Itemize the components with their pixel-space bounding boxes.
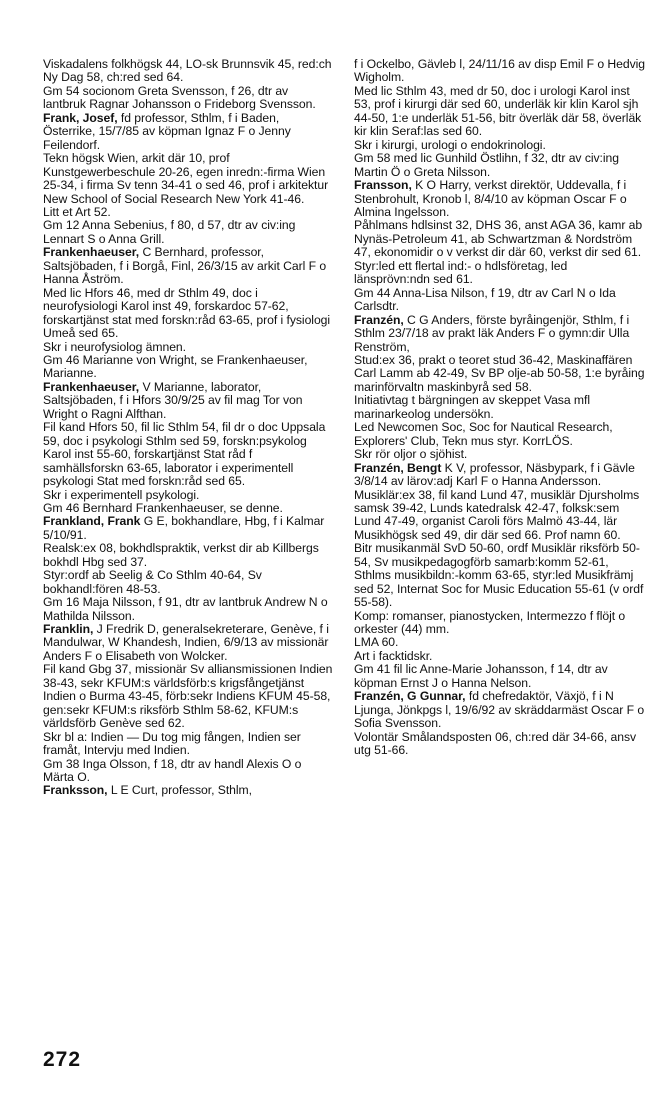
biography-entry	[354, 462, 646, 691]
entry-text: Gm 16 Maja Nilsson, f 91, dtr av lantbruk Andrew N o Mathilda Nilsson.	[43, 595, 328, 623]
entry-text: fd chefredaktör, Växjö, f i N Ljunga, Jönkpgs l, 19/6/92 av skräddarmäst Oscar F o Sofia Svensson.	[354, 689, 645, 731]
entry-paragraph	[354, 663, 646, 690]
entry-headword: Fransson,	[354, 178, 412, 193]
left-column	[43, 58, 333, 798]
entry-text: Skr i kirurgi, urologi o endokrinologi.	[354, 137, 546, 152]
entry-paragraph	[43, 502, 333, 515]
entry-text: Fil kand Hfors 50, fil lic Sthlm 54, fil dr o doc Uppsala 59, doc i psykologi Sthlm sed 59, forskn:psykolog Karol inst 55-60, forskartjänst Stat råd f samhällsforskn 63-65, laborator i experimentell psykologi Stat med forskn:råd sed 65.	[43, 420, 326, 489]
entry-paragraph	[354, 260, 646, 287]
page-number: 272	[43, 1048, 82, 1071]
entry-text: Stud:ex 36, prakt o teoret stud 36-42, Maskinaffären Carl Lamm ab 42-49, Sv BP olje-ab 50-58, 1:e byråing marinförvaltn maskinbyrå sed 58.	[354, 352, 645, 394]
entry-paragraph	[43, 112, 333, 152]
entry-text: Påhlmans hdlsinst 32, DHS 36, anst AGA 36, kamr ab Nynäs-Petroleum 41, ab Schwartzman & Nordström 47, ekonomidir o v verkst dir där 60, verkst dir sed 61.	[354, 218, 643, 260]
entry-paragraph	[354, 448, 646, 461]
entry-paragraph	[354, 542, 646, 609]
entry-paragraph	[354, 610, 646, 637]
entry-paragraph	[43, 381, 333, 421]
entry-text: J Fredrik D, generalsekreterare, Genève, f i Mandulwar, W Khandesh, Indien, 6/9/13 av missionär Anders F o Elisabeth von Wolcker.	[43, 622, 329, 663]
entry-paragraph	[43, 85, 333, 112]
entry-paragraph	[354, 314, 646, 354]
entry-text: C Bernhard, professor, Saltsjöbaden, f i Borgå, Finl, 26/3/15 av arkit Carl F o Hanna Åström.	[43, 245, 327, 287]
entry-text: fd professor, Sthlm, f i Baden, Österrike, 15/7/85 av köpman Ignaz F o Jenny Feilendorf.	[43, 110, 291, 152]
entry-paragraph	[43, 489, 333, 502]
entry-headword: Frank, Josef,	[43, 110, 118, 125]
entry-text: Gm 58 med lic Gunhild Östlihn, f 32, dtr av civ:ing Martin Ö o Greta Nilsson.	[354, 151, 620, 179]
entry-paragraph	[43, 731, 333, 758]
entry-headword: Frankenhaeuser,	[43, 379, 140, 394]
entry-paragraph	[43, 354, 333, 381]
entry-paragraph	[354, 354, 646, 394]
biography-entry	[354, 690, 646, 757]
entry-text: Bitr musikanmäl SvD 50-60, ordf Musiklär riksförb 50-54, Sv musikpedagogförb samarb:komm 52-61, Sthlms musikbildn:-komm 63-65, styr:led Musikfrämj sed 52, Internat Soc for Music Education 55-61 (v ordf 55-58).	[354, 541, 644, 610]
entry-paragraph	[354, 287, 646, 314]
entry-text: Initiativtag t bärgningen av skeppet Vasa mfl marinarkeolog undersökn.	[354, 393, 590, 421]
entry-headword: Frankland, Frank	[43, 514, 141, 529]
biography-entry	[43, 623, 333, 784]
entry-paragraph	[43, 58, 333, 85]
entry-text: Gm 46 Marianne von Wright, se Frankenhaeuser, Marianne.	[43, 352, 308, 381]
entry-text: Gm 41 fil lic Anne-Marie Johansson, f 14, dtr av köpman Ernst J o Hanna Nelson.	[354, 662, 608, 690]
entry-paragraph	[354, 85, 646, 139]
entry-text: G E, bokhandlare, Hbg, f i Kalmar 5/10/91.	[43, 514, 325, 542]
entry-text: Gm 44 Anna-Lisa Nilson, f 19, dtr av Carl N o Ida Carlsdtr.	[354, 285, 616, 314]
biography-entry	[43, 381, 333, 516]
entry-paragraph	[354, 179, 646, 219]
entry-paragraph	[43, 758, 333, 785]
entry-text: Realsk:ex 08, bokhdlspraktik, verkst dir ab Killbergs bokhdl Hbg sed 37.	[43, 541, 319, 569]
entry-paragraph	[354, 650, 646, 663]
right-column	[354, 58, 646, 758]
biography-entry	[43, 58, 333, 112]
entry-paragraph	[43, 569, 333, 596]
entry-paragraph	[354, 489, 646, 543]
entry-text: Art i facktidskr.	[354, 648, 433, 663]
entry-text: V Marianne, laborator, Saltsjöbaden, f i Hfors 30/9/25 av fil mag Tor von Wright o Ragni Alfthan.	[43, 379, 303, 421]
entry-paragraph	[43, 152, 333, 206]
biography-entry	[354, 179, 646, 314]
entry-paragraph	[43, 421, 333, 488]
entry-paragraph	[43, 542, 333, 569]
entry-headword: Franzén,	[354, 312, 404, 327]
biography-entry	[354, 314, 646, 462]
entry-paragraph	[43, 246, 333, 286]
entry-paragraph	[43, 663, 333, 730]
entry-text: LMA 60.	[354, 635, 399, 650]
entry-paragraph	[43, 596, 333, 623]
entry-paragraph	[354, 139, 646, 152]
entry-paragraph	[354, 219, 646, 259]
entry-text: Gm 38 Inga Olsson, f 18, dtr av handl Alexis O o Märta O.	[43, 756, 302, 785]
entry-paragraph	[354, 462, 646, 489]
entry-text: Skr rör oljor o sjöhist.	[354, 447, 468, 462]
entry-paragraph	[43, 623, 333, 663]
entry-text: Led Newcomen Soc, Soc for Nautical Research, Explorers' Club, Tekn mus styr. KorrLÖS.	[354, 420, 613, 448]
entry-text: K O Harry, verkst direktör, Uddevalla, f i Stenbrohult, Kronob l, 8/4/10 av köpman Oscar F o Almina Ingelsson.	[354, 178, 627, 219]
entry-paragraph	[354, 58, 646, 85]
entry-paragraph	[43, 341, 333, 354]
entry-text: K V, professor, Näsbypark, f i Gävle 3/8/14 av lärov:adj Karl F o Hanna Andersson.	[354, 460, 635, 489]
biography-entry	[354, 58, 646, 179]
entry-paragraph	[354, 421, 646, 448]
entry-text: Volontär Smålandsposten 06, ch:red där 34-66, ansv utg 51-66.	[354, 729, 637, 758]
entry-paragraph	[43, 219, 333, 246]
entry-text: Tekn högsk Wien, arkit där 10, prof Kunstgewerbeschule 20-26, egen inredn:-firma Wien 25-34, i firma Sv tenn 34-41 o sed 46, prof i arkitektur New School of Social Research New York 41-46.	[43, 151, 329, 206]
entry-paragraph	[43, 206, 333, 219]
entry-paragraph	[43, 784, 333, 797]
entry-text: Styr:led ett flertal ind:- o hdlsföretag, led länsprövn:ndn sed 61.	[354, 258, 568, 287]
entry-text: Gm 46 Bernhard Frankenhaeuser, se denne.	[43, 500, 283, 515]
biography-entry	[43, 246, 333, 381]
entry-headword: Franzén, Bengt	[354, 460, 442, 475]
entry-paragraph	[354, 394, 646, 421]
entry-text: Litt et Art 52.	[43, 204, 111, 219]
entry-text: Gm 12 Anna Sebenius, f 80, d 57, dtr av civ:ing Lennart S o Anna Grill.	[43, 218, 296, 246]
biography-entry	[43, 515, 333, 623]
entry-text: Med lic Hfors 46, med dr Sthlm 49, doc i neurofysiologi Karol inst 49, forskardoc 57-62, forskartjänst stat med forskn:råd 63-65, prof i fysiologi Umeå sed 65.	[43, 285, 331, 341]
entry-text: Skr i neurofysiolog ämnen.	[43, 339, 186, 354]
entry-headword: Franksson,	[43, 783, 108, 798]
entry-paragraph	[354, 731, 646, 758]
entry-headword: Franklin,	[43, 622, 94, 637]
entry-text: Med lic Sthlm 43, med dr 50, doc i urologi Karol inst 53, prof i kirurgi där sed 60, underläk kir klin Karol sjh 44-50, 1:e underläk 51-56, bitr överläk där 58, överläk kir klin Seraf:las sed 60.	[354, 83, 642, 139]
entry-paragraph	[354, 152, 646, 179]
entry-text: L E Curt, professor, Sthlm,	[107, 783, 252, 798]
entry-text: f i Ockelbo, Gävleb l, 24/11/16 av disp Emil F o Hedvig Wigholm.	[354, 57, 646, 85]
entry-text: Gm 54 socionom Greta Svensson, f 26, dtr av lantbruk Ragnar Johansson o Frideborg Svensson.	[43, 83, 316, 112]
biography-entry	[43, 112, 333, 247]
entry-paragraph	[43, 515, 333, 542]
entry-text: Styr:ordf ab Seelig & Co Sthlm 40-64, Sv bokhandl:fören 48-53.	[43, 568, 262, 596]
entry-text: Skr i experimentell psykologi.	[43, 487, 200, 502]
entry-text: Fil kand Gbg 37, missionär Sv alliansmissionen Indien 38-43, sekr KFUM:s världsförb:s krigsfångetjänst Indien o Burma 43-45, förb:sekr Indiens KFUM 45-58, gen:sekr KFUM:s riksförb Sthlm 58-62, KFUM:s världsförb Genève sed 62.	[43, 662, 333, 731]
entry-paragraph	[43, 287, 333, 341]
biography-entry	[43, 784, 333, 797]
entry-headword: Franzén, G Gunnar,	[354, 689, 466, 704]
entry-paragraph	[354, 690, 646, 730]
entry-paragraph	[354, 636, 646, 649]
entry-text: Musiklär:ex 38, fil kand Lund 47, musiklär Djursholms samsk 39-42, Lunds katedralsk 42-47, folksk:sem Lund 47-49, organist Caroli förs Malmö 43-44, lär Musikhögsk sed 49, dir där sed 66. Prof namn 60.	[354, 487, 640, 542]
entry-text: Viskadalens folkhögsk 44, LO-sk Brunnsvik 45, red:ch Ny Dag 58, ch:red sed 64.	[43, 57, 332, 85]
entry-text: C G Anders, förste byråingenjör, Sthlm, f i Sthlm 23/7/18 av prakt läk Anders F o gymn:dir Ulla Renström,	[354, 312, 630, 354]
entry-text: Komp: romanser, pianostycken, Intermezzo f flöjt o orkester (44) mm.	[354, 608, 626, 637]
entry-text: Skr bl a: Indien — Du tog mig fången, Indien ser framåt, Intervju med Indien.	[43, 729, 301, 758]
entry-headword: Frankenhaeuser,	[43, 245, 140, 260]
